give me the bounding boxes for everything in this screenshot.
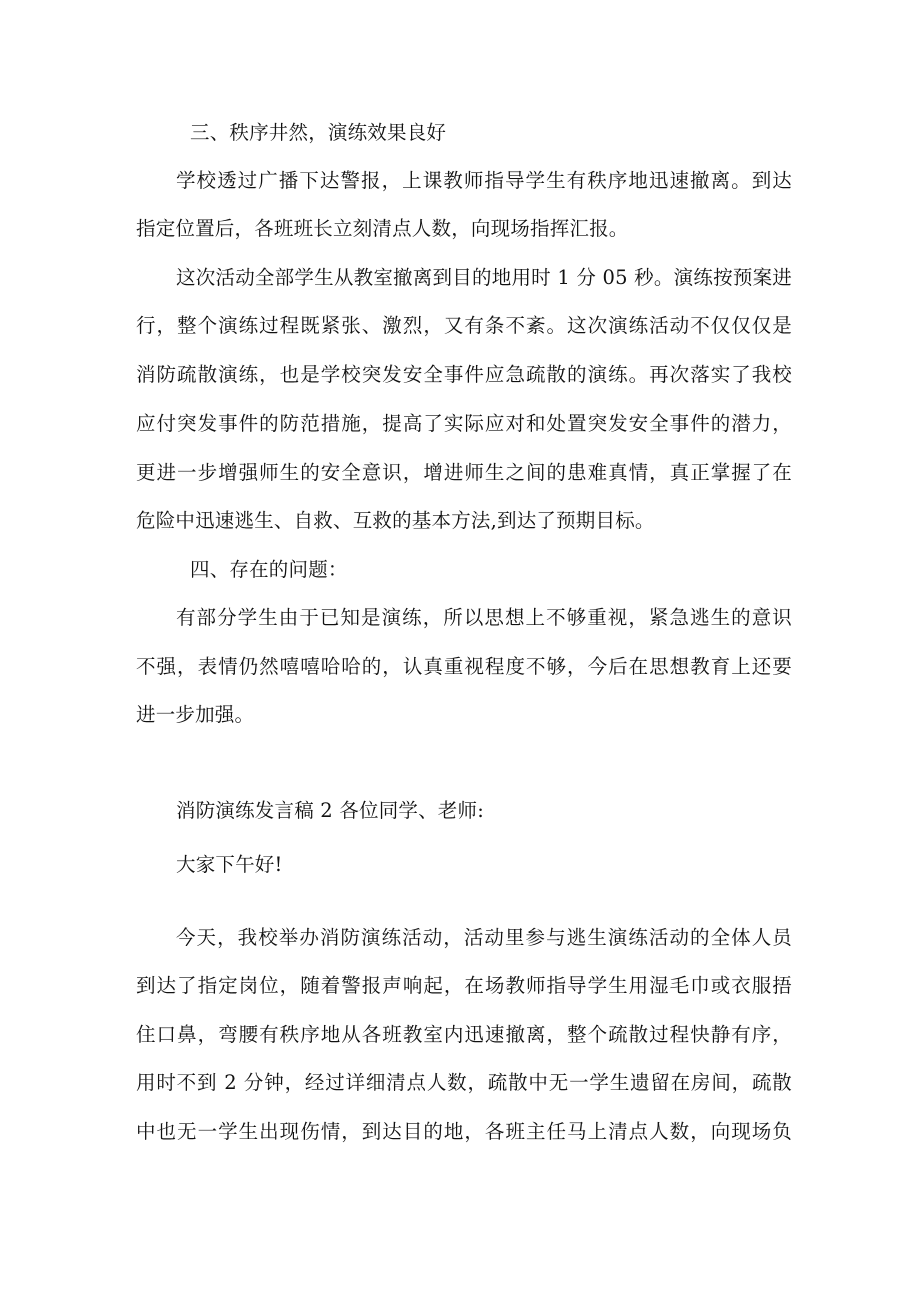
paragraph-line: 用时不到 2 分钟，经过详细清点人数，疏散中无一学生遗留在房间，疏散 bbox=[136, 1071, 792, 1094]
section-heading-3: 三、秩序井然，演练效果良好 bbox=[190, 121, 447, 144]
paragraph-line: 今天，我校举办消防演练活动，活动里参与逃生演练活动的全体人员 bbox=[176, 926, 792, 949]
paragraph-line: 中也无一学生出现伤情，到达目的地，各班主任马上清点人数，向现场负 bbox=[136, 1120, 792, 1143]
section-heading-4: 四、存在的问题： bbox=[190, 558, 348, 581]
speech-title: 消防演练发言稿 2 各位同学、老师: bbox=[176, 799, 484, 822]
paragraph-line: 不强，表情仍然嘻嘻哈哈的，认真重视程度不够，今后在思想教育上还要 bbox=[136, 655, 792, 678]
paragraph-line: 进一步加强。 bbox=[136, 703, 255, 726]
paragraph-line: 学校透过广播下达警报，上课教师指导学生有秩序地迅速撤离。到达 bbox=[176, 169, 792, 192]
paragraph-line: 危险中迅速逃生、自救、互救的基本方法,到达了预期目标。 bbox=[136, 509, 655, 532]
paragraph-line: 消防疏散演练，也是学校突发安全事件应急疏散的演练。再次落实了我校 bbox=[136, 363, 792, 386]
paragraph-line: 应付突发事件的防范措施，提高了实际应对和处置突发安全事件的潜力， bbox=[136, 412, 792, 435]
paragraph-line: 这次活动全部学生从教室撤离到目的地用时 1 分 05 秒。演练按预案进 bbox=[176, 266, 792, 289]
paragraph-line: 行，整个演练过程既紧张、激烈，又有条不紊。这次演练活动不仅仅仅是 bbox=[136, 314, 792, 337]
paragraph-line: 更进一步增强师生的安全意识，增进师生之间的患难真情，真正掌握了在 bbox=[136, 461, 792, 484]
paragraph-line: 住口鼻，弯腰有秩序地从各班教室内迅速撤离，整个疏散过程快静有序， bbox=[136, 1023, 792, 1046]
paragraph-line: 到达了指定岗位，随着警报声响起，在场教师指导学生用湿毛巾或衣服捂 bbox=[136, 974, 792, 997]
paragraph-line: 有部分学生由于已知是演练，所以思想上不够重视，紧急逃生的意识 bbox=[176, 606, 792, 629]
paragraph-line: 指定位置后，各班班长立刻清点人数，向现场指挥汇报。 bbox=[136, 217, 629, 240]
greeting: 大家下午好! bbox=[176, 853, 283, 876]
